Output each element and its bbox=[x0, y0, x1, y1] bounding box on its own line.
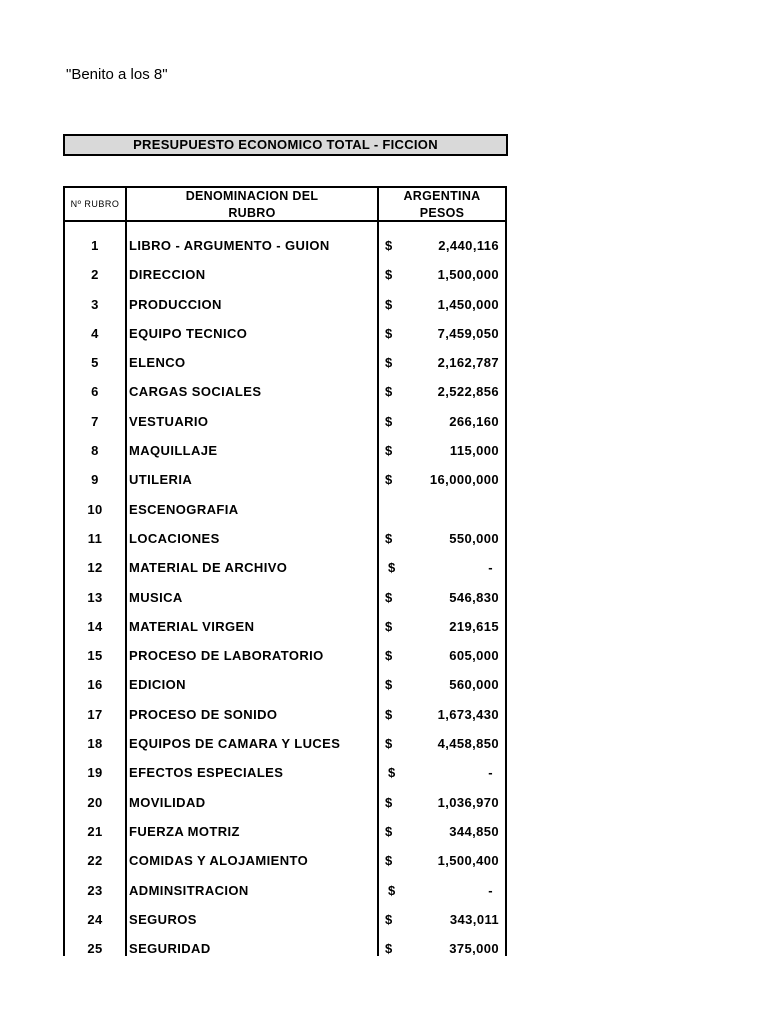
row-name: ADMINSITRACION bbox=[129, 882, 249, 898]
row-amount: - bbox=[488, 882, 493, 898]
row-currency: $ bbox=[388, 560, 396, 576]
table-row bbox=[63, 289, 507, 318]
header-denominacion bbox=[127, 188, 377, 221]
row-currency: $ bbox=[385, 794, 393, 810]
row-currency: $ bbox=[385, 443, 393, 459]
row-name: VESTUARIO bbox=[129, 413, 209, 429]
row-number: 13 bbox=[87, 589, 103, 605]
row-currency: $ bbox=[385, 472, 393, 488]
row-currency: $ bbox=[385, 911, 393, 927]
table-row bbox=[63, 435, 507, 464]
row-name: MAQUILLAJE bbox=[129, 443, 218, 459]
row-amount: 1,673,430 bbox=[437, 706, 499, 722]
table-row bbox=[63, 552, 507, 581]
row-amount: 546,830 bbox=[449, 589, 499, 605]
row-name: MATERIAL VIRGEN bbox=[129, 618, 255, 634]
row-number: 5 bbox=[91, 355, 99, 371]
row-amount: 7,459,050 bbox=[437, 325, 499, 341]
row-number: 25 bbox=[87, 941, 103, 957]
row-currency: $ bbox=[385, 823, 393, 839]
row-number: 14 bbox=[87, 618, 103, 634]
row-name: MUSICA bbox=[129, 589, 183, 605]
header-denominacion-line2: RUBRO bbox=[228, 205, 276, 220]
table-row bbox=[63, 230, 507, 259]
table-row bbox=[63, 523, 507, 552]
table-row bbox=[63, 757, 507, 786]
row-amount: 2,440,116 bbox=[438, 238, 499, 253]
row-name: LIBRO - ARGUMENTO - GUION bbox=[129, 238, 330, 253]
row-number: 22 bbox=[87, 853, 103, 869]
row-number: 11 bbox=[87, 530, 103, 546]
header-rubro: Nº RUBRO bbox=[70, 199, 120, 209]
table-row bbox=[63, 640, 507, 669]
row-name: ELENCO bbox=[129, 355, 186, 371]
row-amount: - bbox=[488, 765, 493, 781]
row-amount: 16,000,000 bbox=[429, 472, 499, 488]
row-amount: 550,000 bbox=[449, 530, 499, 546]
row-name: EQUIPOS DE CAMARA Y LUCES bbox=[129, 736, 341, 752]
table-row bbox=[63, 611, 507, 640]
row-amount: - bbox=[488, 560, 493, 576]
row-name: CARGAS SOCIALES bbox=[129, 384, 262, 400]
row-currency: $ bbox=[385, 325, 393, 341]
row-number: 18 bbox=[87, 736, 103, 752]
row-number: 7 bbox=[91, 413, 99, 429]
row-name: EFECTOS ESPECIALES bbox=[129, 765, 284, 781]
table-row bbox=[63, 318, 507, 347]
row-name: SEGUROS bbox=[129, 911, 197, 927]
row-number: 9 bbox=[91, 472, 99, 488]
row-name: PROCESO DE LABORATORIO bbox=[129, 648, 324, 664]
table-row bbox=[63, 875, 507, 904]
row-currency: $ bbox=[385, 267, 393, 283]
budget-table bbox=[63, 186, 507, 956]
header-argentina bbox=[379, 188, 505, 221]
table-row bbox=[63, 933, 507, 962]
row-currency: $ bbox=[385, 530, 393, 546]
table-row bbox=[63, 728, 507, 757]
row-name: EQUIPO TECNICO bbox=[129, 325, 248, 341]
table-row bbox=[63, 787, 507, 816]
row-name: PRODUCCION bbox=[129, 296, 222, 312]
row-number: 16 bbox=[87, 677, 103, 693]
row-number: 3 bbox=[91, 296, 99, 312]
table-row bbox=[63, 494, 507, 523]
table-row bbox=[63, 669, 507, 698]
row-currency: $ bbox=[385, 677, 393, 693]
budget-title: PRESUPUESTO ECONOMICO TOTAL - FICCION bbox=[63, 134, 508, 156]
row-name: EDICION bbox=[129, 677, 186, 693]
table-row bbox=[63, 904, 507, 933]
row-name: MOVILIDAD bbox=[129, 794, 206, 810]
row-amount: 115,000 bbox=[449, 443, 499, 459]
row-currency: $ bbox=[385, 238, 393, 253]
row-number: 10 bbox=[87, 501, 103, 517]
row-amount: 1,500,000 bbox=[437, 267, 499, 283]
row-name: MATERIAL DE ARCHIVO bbox=[129, 560, 288, 576]
row-currency: $ bbox=[385, 355, 393, 371]
row-number: 17 bbox=[87, 706, 103, 722]
row-currency: $ bbox=[385, 413, 393, 429]
row-number: 2 bbox=[91, 267, 99, 283]
row-amount: 560,000 bbox=[449, 677, 499, 693]
row-amount: 266,160 bbox=[449, 413, 499, 429]
header-denominacion-line1: DENOMINACION DEL bbox=[185, 188, 319, 203]
table-row bbox=[63, 582, 507, 611]
row-amount: 2,522,856 bbox=[437, 384, 499, 400]
row-currency: $ bbox=[385, 589, 393, 605]
table-row bbox=[63, 699, 507, 728]
row-number: 1 bbox=[91, 238, 99, 253]
row-amount: 1,036,970 bbox=[437, 794, 499, 810]
table-row bbox=[63, 259, 507, 288]
row-name: ESCENOGRAFIA bbox=[129, 501, 239, 517]
row-number: 12 bbox=[87, 560, 103, 576]
row-currency: $ bbox=[385, 941, 393, 957]
table-row bbox=[63, 376, 507, 405]
row-amount: 344,850 bbox=[449, 823, 499, 839]
row-currency: $ bbox=[388, 882, 396, 898]
row-currency: $ bbox=[385, 384, 393, 400]
row-name: DIRECCION bbox=[129, 267, 206, 283]
row-number: 6 bbox=[91, 384, 99, 400]
row-amount: 2,162,787 bbox=[437, 355, 499, 371]
row-number: 21 bbox=[87, 823, 103, 839]
row-currency: $ bbox=[385, 296, 393, 312]
row-number: 20 bbox=[87, 794, 103, 810]
row-name: LOCACIONES bbox=[129, 530, 220, 546]
row-currency: $ bbox=[385, 706, 393, 722]
row-number: 19 bbox=[87, 765, 103, 781]
row-amount: 1,450,000 bbox=[437, 296, 499, 312]
header-argentina-line1: ARGENTINA bbox=[403, 188, 481, 203]
row-name: UTILERIA bbox=[129, 472, 193, 488]
table-row bbox=[63, 464, 507, 493]
row-currency: $ bbox=[388, 765, 396, 781]
row-name: FUERZA MOTRIZ bbox=[129, 823, 240, 839]
row-number: 4 bbox=[91, 325, 99, 341]
row-number: 24 bbox=[87, 911, 103, 927]
table-row bbox=[63, 347, 507, 376]
table-body bbox=[63, 230, 507, 962]
row-amount: 219,615 bbox=[449, 618, 499, 634]
table-row bbox=[63, 816, 507, 845]
row-name: SEGURIDAD bbox=[129, 941, 211, 957]
row-currency: $ bbox=[385, 853, 393, 869]
row-amount: 605,000 bbox=[449, 648, 499, 664]
row-name: COMIDAS Y ALOJAMIENTO bbox=[129, 853, 309, 869]
header-argentina-line2: PESOS bbox=[419, 205, 465, 220]
table-row bbox=[63, 406, 507, 435]
row-number: 8 bbox=[91, 443, 99, 459]
row-amount: 343,011 bbox=[449, 911, 499, 927]
document-title: "Benito a los 8" bbox=[66, 66, 168, 83]
row-currency: $ bbox=[385, 618, 393, 634]
row-amount: 375,000 bbox=[449, 941, 499, 957]
row-number: 23 bbox=[87, 882, 103, 898]
row-amount: 4,458,850 bbox=[437, 736, 499, 752]
table-row bbox=[63, 845, 507, 874]
row-amount: 1,500,400 bbox=[437, 853, 499, 869]
row-currency: $ bbox=[385, 736, 393, 752]
row-name: PROCESO DE SONIDO bbox=[129, 706, 278, 722]
row-number: 15 bbox=[87, 648, 103, 664]
row-currency: $ bbox=[385, 648, 393, 664]
